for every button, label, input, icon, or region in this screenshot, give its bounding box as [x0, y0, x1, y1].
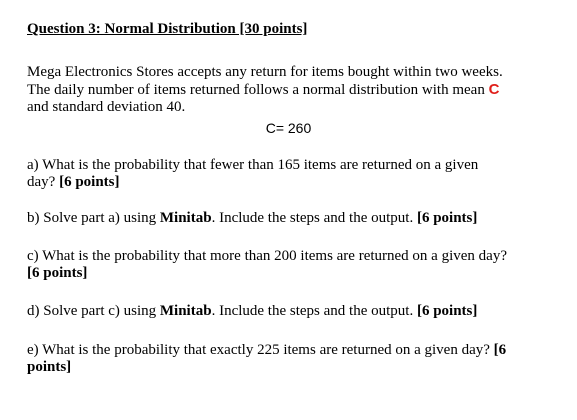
part-a-line-2 [27, 174, 557, 191]
part-e-points-2: points] [27, 359, 72, 375]
part-c [27, 248, 557, 282]
part-e-line-1 [27, 342, 557, 359]
intro-line-3: and standard deviation 40. [27, 99, 186, 115]
part-e-text: e) What is the probability that exactly 225 items are returned on a given day? [27, 342, 494, 358]
intro-line-2 [27, 81, 557, 99]
intro-line-2-text: The daily number of items returned follows a normal distribution with mean [27, 82, 489, 98]
question-intro [27, 64, 557, 116]
part-d-text-before: d) Solve part c) using [27, 303, 160, 319]
part-b-text-after: . Include the steps and the output. [211, 210, 417, 226]
part-a-line-1: a) What is the probability that fewer than 165 items are returned on a given [27, 157, 479, 173]
c-value: C= 260 [265, 120, 312, 136]
mean-symbol: C [488, 81, 500, 98]
intro-line-1: Mega Electronics Stores accepts any return for items bought within two weeks. [27, 64, 503, 80]
part-c-points: [6 points] [27, 265, 88, 281]
part-a-points: [6 points] [59, 174, 120, 190]
part-d-points: [6 points] [416, 303, 478, 319]
part-c-text: c) What is the probability that more than 200 items are returned on a given day? [27, 248, 507, 264]
part-b-points: [6 points] [416, 210, 478, 226]
part-a-text-2: day? [27, 174, 60, 190]
part-e [27, 342, 557, 376]
part-d-tool: Minitab [159, 303, 212, 319]
part-d [27, 303, 557, 320]
question-heading: Question 3: Normal Distribution [30 points] [27, 21, 308, 37]
part-e-points-1: [6 [493, 342, 507, 358]
part-b [27, 210, 557, 227]
part-d-text-after: . Include the steps and the output. [211, 303, 417, 319]
part-b-text-before: b) Solve part a) using [27, 210, 160, 226]
part-b-tool: Minitab [159, 210, 212, 226]
part-a [27, 157, 557, 191]
